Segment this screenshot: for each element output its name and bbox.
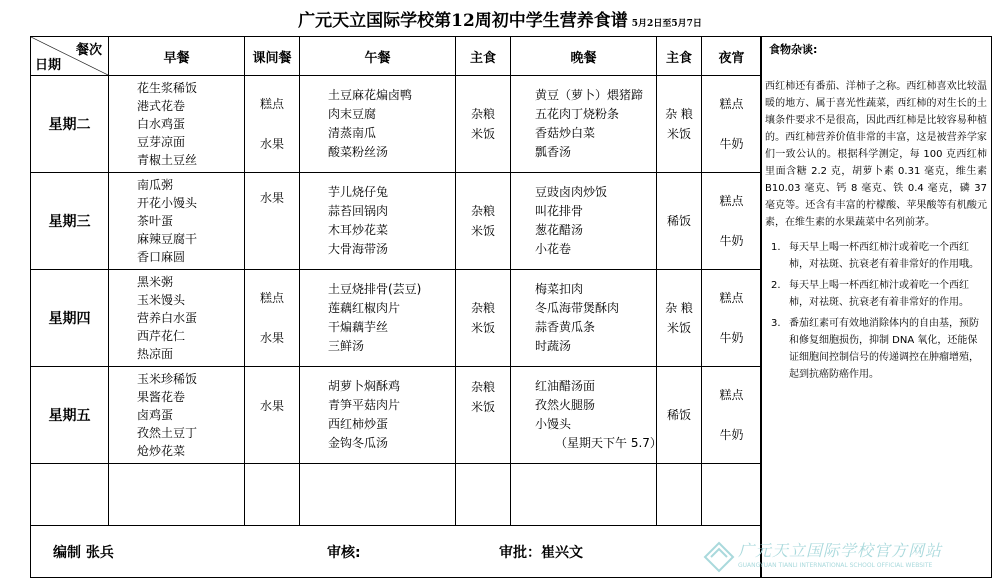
- breakfast-cell: [109, 172, 245, 269]
- menu-item: 港式花卷: [137, 98, 186, 113]
- list-item: 2. 每天早上喝一杯西红柿汁或着吃一个西红柿，对祛斑、抗衰老有着非常好的作用。: [771, 280, 969, 308]
- dinner-staple-cell: [657, 269, 702, 366]
- col-lunch-staple: 主食: [456, 37, 511, 76]
- menu-item: 杂粮: [470, 203, 495, 218]
- menu-item: 梅菜扣肉: [535, 281, 584, 296]
- menu-item: 肉末豆腐: [328, 106, 377, 121]
- menu-item: 小花卷: [535, 241, 572, 256]
- menu-item: 黄豆（萝卜）煨猪蹄: [535, 87, 644, 102]
- footer-row: [31, 526, 762, 578]
- dinner-cell: [511, 269, 657, 366]
- menu-item: 孜然土豆丁: [137, 425, 198, 440]
- col-breakfast: 早餐: [109, 37, 245, 76]
- school-logo-icon: [702, 540, 736, 574]
- menu-item: 卤鸡蛋: [137, 407, 174, 422]
- menu-item: 营养白水蛋: [137, 310, 198, 325]
- lunch-staple-cell: [456, 366, 511, 463]
- menu-item: 孜然火腿肠: [535, 397, 596, 412]
- menu-item: 莲藕红椒肉片: [328, 300, 401, 315]
- food-notes-panel: [760, 36, 992, 578]
- menu-item: 牛奶: [719, 427, 744, 442]
- menu-item: 玉米馒头: [137, 292, 186, 307]
- menu-item: 香口麻圆: [137, 249, 186, 264]
- menu-item: 花生浆稀饭: [137, 80, 198, 95]
- dinner-cell: [511, 172, 657, 269]
- header-row: [31, 37, 762, 76]
- menu-item: 土豆麻花煸卤鸭: [328, 87, 413, 102]
- menu-item: 水果: [259, 330, 284, 345]
- menu-item: 米饭: [666, 320, 691, 335]
- meal-label: 餐次: [75, 43, 102, 58]
- night-snack-cell: [702, 269, 762, 366]
- menu-item: 五花肉丁烧粉条: [535, 106, 620, 121]
- menu-item: 稀饭: [666, 408, 691, 423]
- list-item: 1. 每天早上喝一杯西红柿汁或着吃一个西红柿，对祛斑、抗衰老有着非常好的作用哦。: [771, 242, 979, 270]
- menu-item: 玉米珍稀饭: [137, 371, 198, 386]
- snack-cell: [245, 76, 300, 173]
- menu-item: 西芹花仁: [137, 328, 186, 343]
- lunch-cell: [300, 172, 456, 269]
- menu-item: 干煸藕芋丝: [328, 319, 389, 334]
- night-snack-cell: [702, 366, 762, 463]
- menu-item: 豆芽凉面: [137, 134, 186, 149]
- list-item: 3. 番茄红素可有效地消除体内的自由基，预防和修复细胞损伤，抑制 DNA 氧化，还能保证细胞间控制信号的传递调控在肿瘤增殖，起到抗癌防癌作用。: [771, 318, 979, 380]
- menu-item: 糕点: [719, 96, 744, 111]
- menu-item: 水果: [259, 398, 284, 413]
- menu-item: 三鲜汤: [328, 338, 365, 353]
- day-cell: 星期四: [31, 269, 109, 366]
- menu-item: 糕点: [259, 290, 284, 305]
- day-cell: 星期三: [31, 172, 109, 269]
- menu-item: 豆豉卤肉炒饭: [535, 184, 608, 199]
- menu-item: 黑米粥: [137, 274, 174, 289]
- dinner-staple-cell: [657, 172, 702, 269]
- empty-row: [31, 463, 762, 526]
- menu-item: 瓢香汤: [535, 144, 572, 159]
- lunch-cell: [300, 269, 456, 366]
- watermark: [700, 536, 1000, 580]
- menu-item: 香菇炒白菜: [535, 125, 596, 140]
- menu-item: 土豆烧排骨(芸豆): [328, 281, 422, 296]
- menu-item: 青椒土豆丝: [137, 152, 198, 167]
- breakfast-cell: [109, 269, 245, 366]
- night-snack-cell: [702, 172, 762, 269]
- table-row: [31, 172, 762, 269]
- menu-table: [30, 36, 762, 578]
- day-cell: 星期二: [31, 76, 109, 173]
- menu-item: 牛奶: [719, 330, 744, 345]
- menu-item: 叫花排骨: [535, 203, 584, 218]
- corner-cell: [31, 37, 109, 76]
- menu-item: 水果: [259, 136, 284, 151]
- menu-item: 青笋平菇肉片: [328, 397, 401, 412]
- menu-item: 木耳炒花菜: [328, 222, 389, 237]
- menu-item: 冬瓜海带煲酥肉: [535, 300, 620, 315]
- breakfast-cell: [109, 366, 245, 463]
- menu-item: 糕点: [719, 290, 744, 305]
- date-label: 日期: [35, 58, 62, 73]
- reviewer-signature: 审核:: [327, 545, 361, 562]
- menu-item: 糕点: [719, 387, 744, 402]
- lunch-staple-cell: [456, 76, 511, 173]
- menu-item: 开花小馒头: [137, 195, 198, 210]
- menu-item: 金钩冬瓜汤: [328, 435, 389, 450]
- menu-item: 红油醋汤面: [535, 378, 596, 393]
- menu-item: 蒜苔回锅肉: [328, 203, 389, 218]
- breakfast-cell: [109, 76, 245, 173]
- lunch-cell: [300, 366, 456, 463]
- food-notes-list: [761, 239, 991, 383]
- menu-item: 胡萝卜焖酥鸡: [328, 378, 401, 393]
- table-row: [31, 269, 762, 366]
- menu-item: 大骨海带汤: [328, 241, 389, 256]
- menu-item: 炝炒花菜: [137, 443, 186, 458]
- table-row: [31, 366, 762, 463]
- menu-item: 稀饭: [666, 214, 691, 229]
- menu-item: 南瓜粥: [137, 177, 174, 192]
- snack-cell: [245, 366, 300, 463]
- menu-item: 蒜香黄瓜条: [535, 319, 596, 334]
- col-dinner: 晚餐: [511, 37, 657, 76]
- date-range: 5月2日至5月7日: [631, 19, 702, 29]
- dinner-cell: [511, 366, 662, 463]
- night-snack-cell: [702, 76, 762, 173]
- menu-item: 米饭: [470, 126, 495, 141]
- menu-item: 时蔬汤: [535, 338, 572, 353]
- menu-item: 杂粮: [470, 106, 495, 121]
- menu-item: 果酱花卷: [137, 389, 186, 404]
- col-snack: 课间餐: [245, 37, 300, 76]
- col-lunch: 午餐: [300, 37, 456, 76]
- menu-item: 热凉面: [137, 346, 174, 361]
- menu-item: 芋儿烧仔兔: [328, 184, 389, 199]
- menu-item: 牛奶: [719, 136, 744, 151]
- snack-cell: [245, 172, 300, 269]
- menu-item: 水果: [259, 190, 284, 205]
- menu-item: 米饭: [470, 399, 495, 414]
- page-title: 广元天立国际学校第12周初中学生营养食谱: [298, 11, 628, 31]
- menu-item: 酸菜粉丝汤: [328, 144, 389, 159]
- menu-item: 杂粮: [470, 300, 495, 315]
- menu-item: 牛奶: [719, 233, 744, 248]
- menu-item: 清蒸南瓜: [328, 125, 377, 140]
- lunch-staple-cell: [456, 172, 511, 269]
- col-night-snack: 夜宵: [702, 37, 762, 76]
- dinner-staple-cell: [657, 366, 702, 463]
- menu-item: 麻辣豆腐干: [137, 231, 198, 246]
- snack-cell: [245, 269, 300, 366]
- col-dinner-staple: 主食: [657, 37, 702, 76]
- lunch-cell: [300, 76, 456, 173]
- menu-item: 糕点: [259, 96, 284, 111]
- dinner-cell: [511, 76, 657, 173]
- menu-item: 米饭: [666, 126, 691, 141]
- day-cell: 星期五: [31, 366, 109, 463]
- table-row: [31, 76, 762, 173]
- approver-signature: 审批：崔兴文: [499, 545, 583, 562]
- food-notes-paragraph: 西红柿还有番茄、洋柿子之称。西红柿喜欢比较温暖的地方、属于喜光性蔬菜，西红柿的对生长的土壤条件要求不是很高，因此西红柿是比较容易种植的。西红柿营养价值非常的丰富，这是被营养学家们一致公认的。根据科学测定，每 100 克西红柿里面含糖 2.2 克，胡萝卜素 0.31 毫克，维生素 B10.03 毫克、钙 8 毫克、铁 0.4 毫克，磷 37 毫克等。还含有丰富的柠檬酸、苹果酸等有机酸元素，在维生素的水果蔬菜中名列前茅。: [765, 81, 987, 228]
- menu-item: 糕点: [719, 193, 744, 208]
- page-title-block: [0, 6, 1000, 31]
- menu-item: 杂粮: [470, 379, 495, 394]
- menu-item: 西红柿炒蛋: [328, 416, 389, 431]
- menu-item: 米饭: [470, 223, 495, 238]
- menu-item: 葱花醋汤: [535, 222, 584, 237]
- menu-item: （星期天下午 5.7）: [555, 435, 662, 450]
- editor-signature: 编制 张兵: [53, 545, 114, 562]
- menu-item: 白水鸡蛋: [137, 116, 186, 131]
- food-notes-heading: 食物杂谈:: [769, 43, 818, 56]
- watermark-text: 广元天立国际学校官方网站: [738, 541, 943, 560]
- menu-item: 杂 粮: [665, 300, 693, 315]
- menu-item: 小馒头: [535, 416, 572, 431]
- menu-item: 米饭: [470, 320, 495, 335]
- lunch-staple-cell: [456, 269, 511, 366]
- menu-item: 杂 粮: [665, 106, 693, 121]
- dinner-staple-cell: [657, 76, 702, 173]
- watermark-english: GUANGYUAN TIANLI INTERNATIONAL SCHOOL OFFICIAL WEBSITE: [738, 562, 933, 569]
- menu-item: 茶叶蛋: [137, 213, 174, 228]
